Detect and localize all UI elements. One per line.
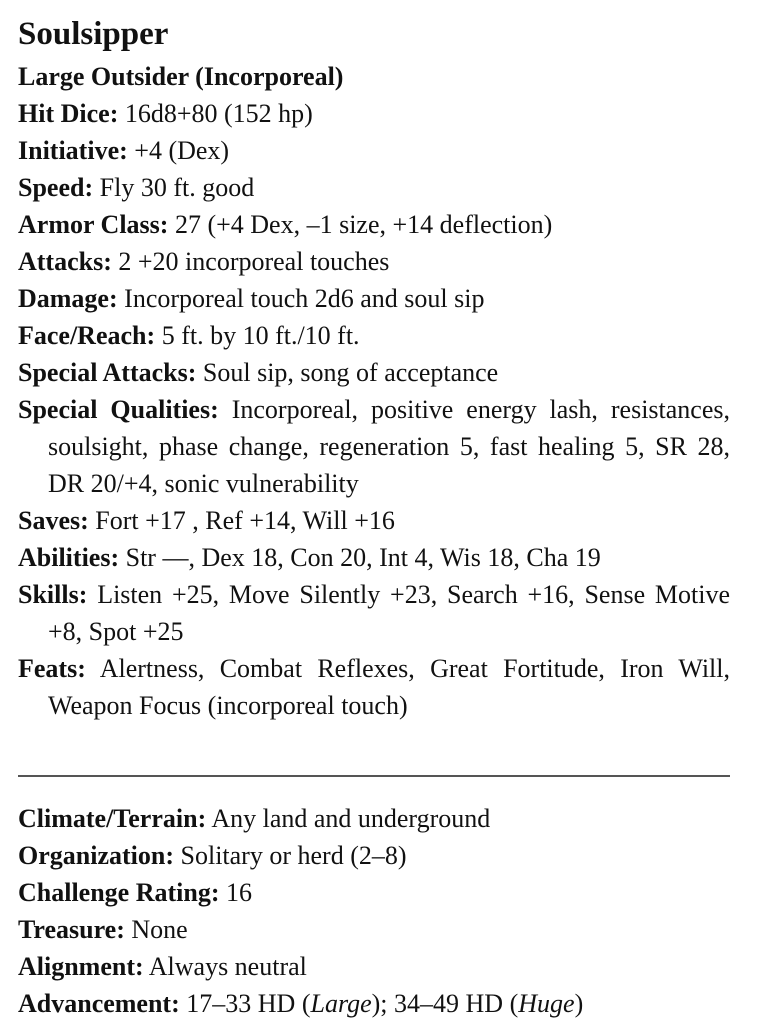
stat-label: Feats xyxy=(18,654,78,683)
stat-saves: Saves: Fort +17 , Ref +14, Will +16 xyxy=(18,506,395,535)
stat-label: Skills xyxy=(18,580,79,609)
section-divider xyxy=(18,775,730,777)
stat-label: Initiative xyxy=(18,136,120,165)
stat-label: Special Attacks xyxy=(18,358,188,387)
stat-value: Any land and underground xyxy=(211,804,491,833)
advancement-text: 17–33 HD ( xyxy=(186,989,311,1018)
stat-label: Attacks xyxy=(18,247,104,276)
stat-value: 16 xyxy=(226,878,253,907)
stat-value: Solitary or herd (2–8) xyxy=(180,841,407,870)
stat-value: Incorporeal touch 2d6 and soul sip xyxy=(124,284,485,313)
advancement-text: ) xyxy=(574,989,584,1018)
ecology-block xyxy=(18,800,730,1022)
creature-type: Large Outsider (Incorporeal) xyxy=(18,62,344,91)
stat-label: Advancement xyxy=(18,989,172,1018)
stat-initiative: Initiative: +4 (Dex) xyxy=(18,136,230,165)
stat-label: Face/Reach xyxy=(18,321,147,350)
stat-label: Saves xyxy=(18,506,81,535)
stat-label: Abilities xyxy=(18,543,111,572)
stat-special-attacks: Special Attacks: Soul sip, song of acceptance xyxy=(18,358,499,387)
stat-block xyxy=(18,58,730,724)
stat-value: 2 +20 incorporeal touches xyxy=(118,247,390,276)
advancement-size-huge: Huge xyxy=(518,989,575,1018)
stat-armor-class: Armor Class: 27 (+4 Dex, –1 size, +14 deflection) xyxy=(18,210,553,239)
advancement-text: ); 34–49 HD ( xyxy=(371,989,519,1018)
stat-value: +4 (Dex) xyxy=(134,136,230,165)
stat-alignment: Alignment: Always neutral xyxy=(18,952,307,981)
stat-label: Hit Dice xyxy=(18,99,110,128)
advancement-size-large: Large xyxy=(310,989,372,1018)
stat-label: Organization xyxy=(18,841,166,870)
creature-name: Soulsipper xyxy=(18,16,169,52)
stat-feats: Feats: Alertness, Combat Reflexes, Great Fortitude, Iron Will, Weapon Focus (incorporeal touch) xyxy=(18,654,730,720)
stat-speed: Speed: Fly 30 ft. good xyxy=(18,173,255,202)
stat-label: Challenge Rating xyxy=(18,878,211,907)
stat-value: Alertness, Combat Reflexes, Great Fortitude, Iron Will, Weapon Focus (incorporeal touch) xyxy=(48,654,730,720)
stat-advancement: Advancement: 17–33 HD (Large); 34–49 HD (Huge) xyxy=(18,989,584,1018)
stat-attacks: Attacks: 2 +20 incorporeal touches xyxy=(18,247,390,276)
stat-value: None xyxy=(131,915,188,944)
stat-special-qualities: Special Qualities: Incorporeal, positive energy lash, resistances, soulsight, phase change, regeneration 5, fast healing 5, SR 28, DR 20/+4, sonic vulnerability xyxy=(18,395,731,498)
stat-value: 27 (+4 Dex, –1 size, +14 deflection) xyxy=(174,210,553,239)
stat-damage: Damage: Incorporeal touch 2d6 and soul sip xyxy=(18,284,485,313)
stat-label: Alignment xyxy=(18,952,135,981)
stat-value: Fort +17 , Ref +14, Will +16 xyxy=(95,506,395,535)
stat-value: Soul sip, song of acceptance xyxy=(202,358,499,387)
stat-label: Armor Class xyxy=(18,210,160,239)
stat-climate-terrain: Climate/Terrain: Any land and underground xyxy=(18,804,491,833)
stat-label: Climate/Terrain xyxy=(18,804,198,833)
stat-value: 5 ft. by 10 ft./10 ft. xyxy=(161,321,360,350)
stat-hit-dice: Hit Dice: 16d8+80 (152 hp) xyxy=(18,99,313,128)
stat-face-reach: Face/Reach: 5 ft. by 10 ft./10 ft. xyxy=(18,321,360,350)
stat-label: Special Qualities xyxy=(18,395,211,424)
stat-abilities: Abilities: Str —, Dex 18, Con 20, Int 4, Wis 18, Cha 19 xyxy=(18,543,601,572)
stat-value: Fly 30 ft. good xyxy=(99,173,255,202)
stat-challenge-rating: Challenge Rating: 16 xyxy=(18,878,253,907)
stat-label: Speed xyxy=(18,173,85,202)
stat-treasure: Treasure: None xyxy=(18,915,188,944)
stat-label: Treasure xyxy=(18,915,117,944)
stat-value: 16d8+80 (152 hp) xyxy=(124,99,313,128)
stat-organization: Organization: Solitary or herd (2–8) xyxy=(18,841,407,870)
stat-value: Str —, Dex 18, Con 20, Int 4, Wis 18, Cha 19 xyxy=(125,543,601,572)
stat-value: Incorporeal, positive energy lash, resistances, soulsight, phase change, regeneration 5, fast healing 5, SR 28, DR 20/+4, sonic vulnerability xyxy=(48,395,731,498)
stat-value: Listen +25, Move Silently +23, Search +16, Sense Motive +8, Spot +25 xyxy=(48,580,731,646)
stat-label: Damage xyxy=(18,284,109,313)
stat-skills: Skills: Listen +25, Move Silently +23, Search +16, Sense Motive +8, Spot +25 xyxy=(18,580,731,646)
stat-value: Always neutral xyxy=(148,952,307,981)
